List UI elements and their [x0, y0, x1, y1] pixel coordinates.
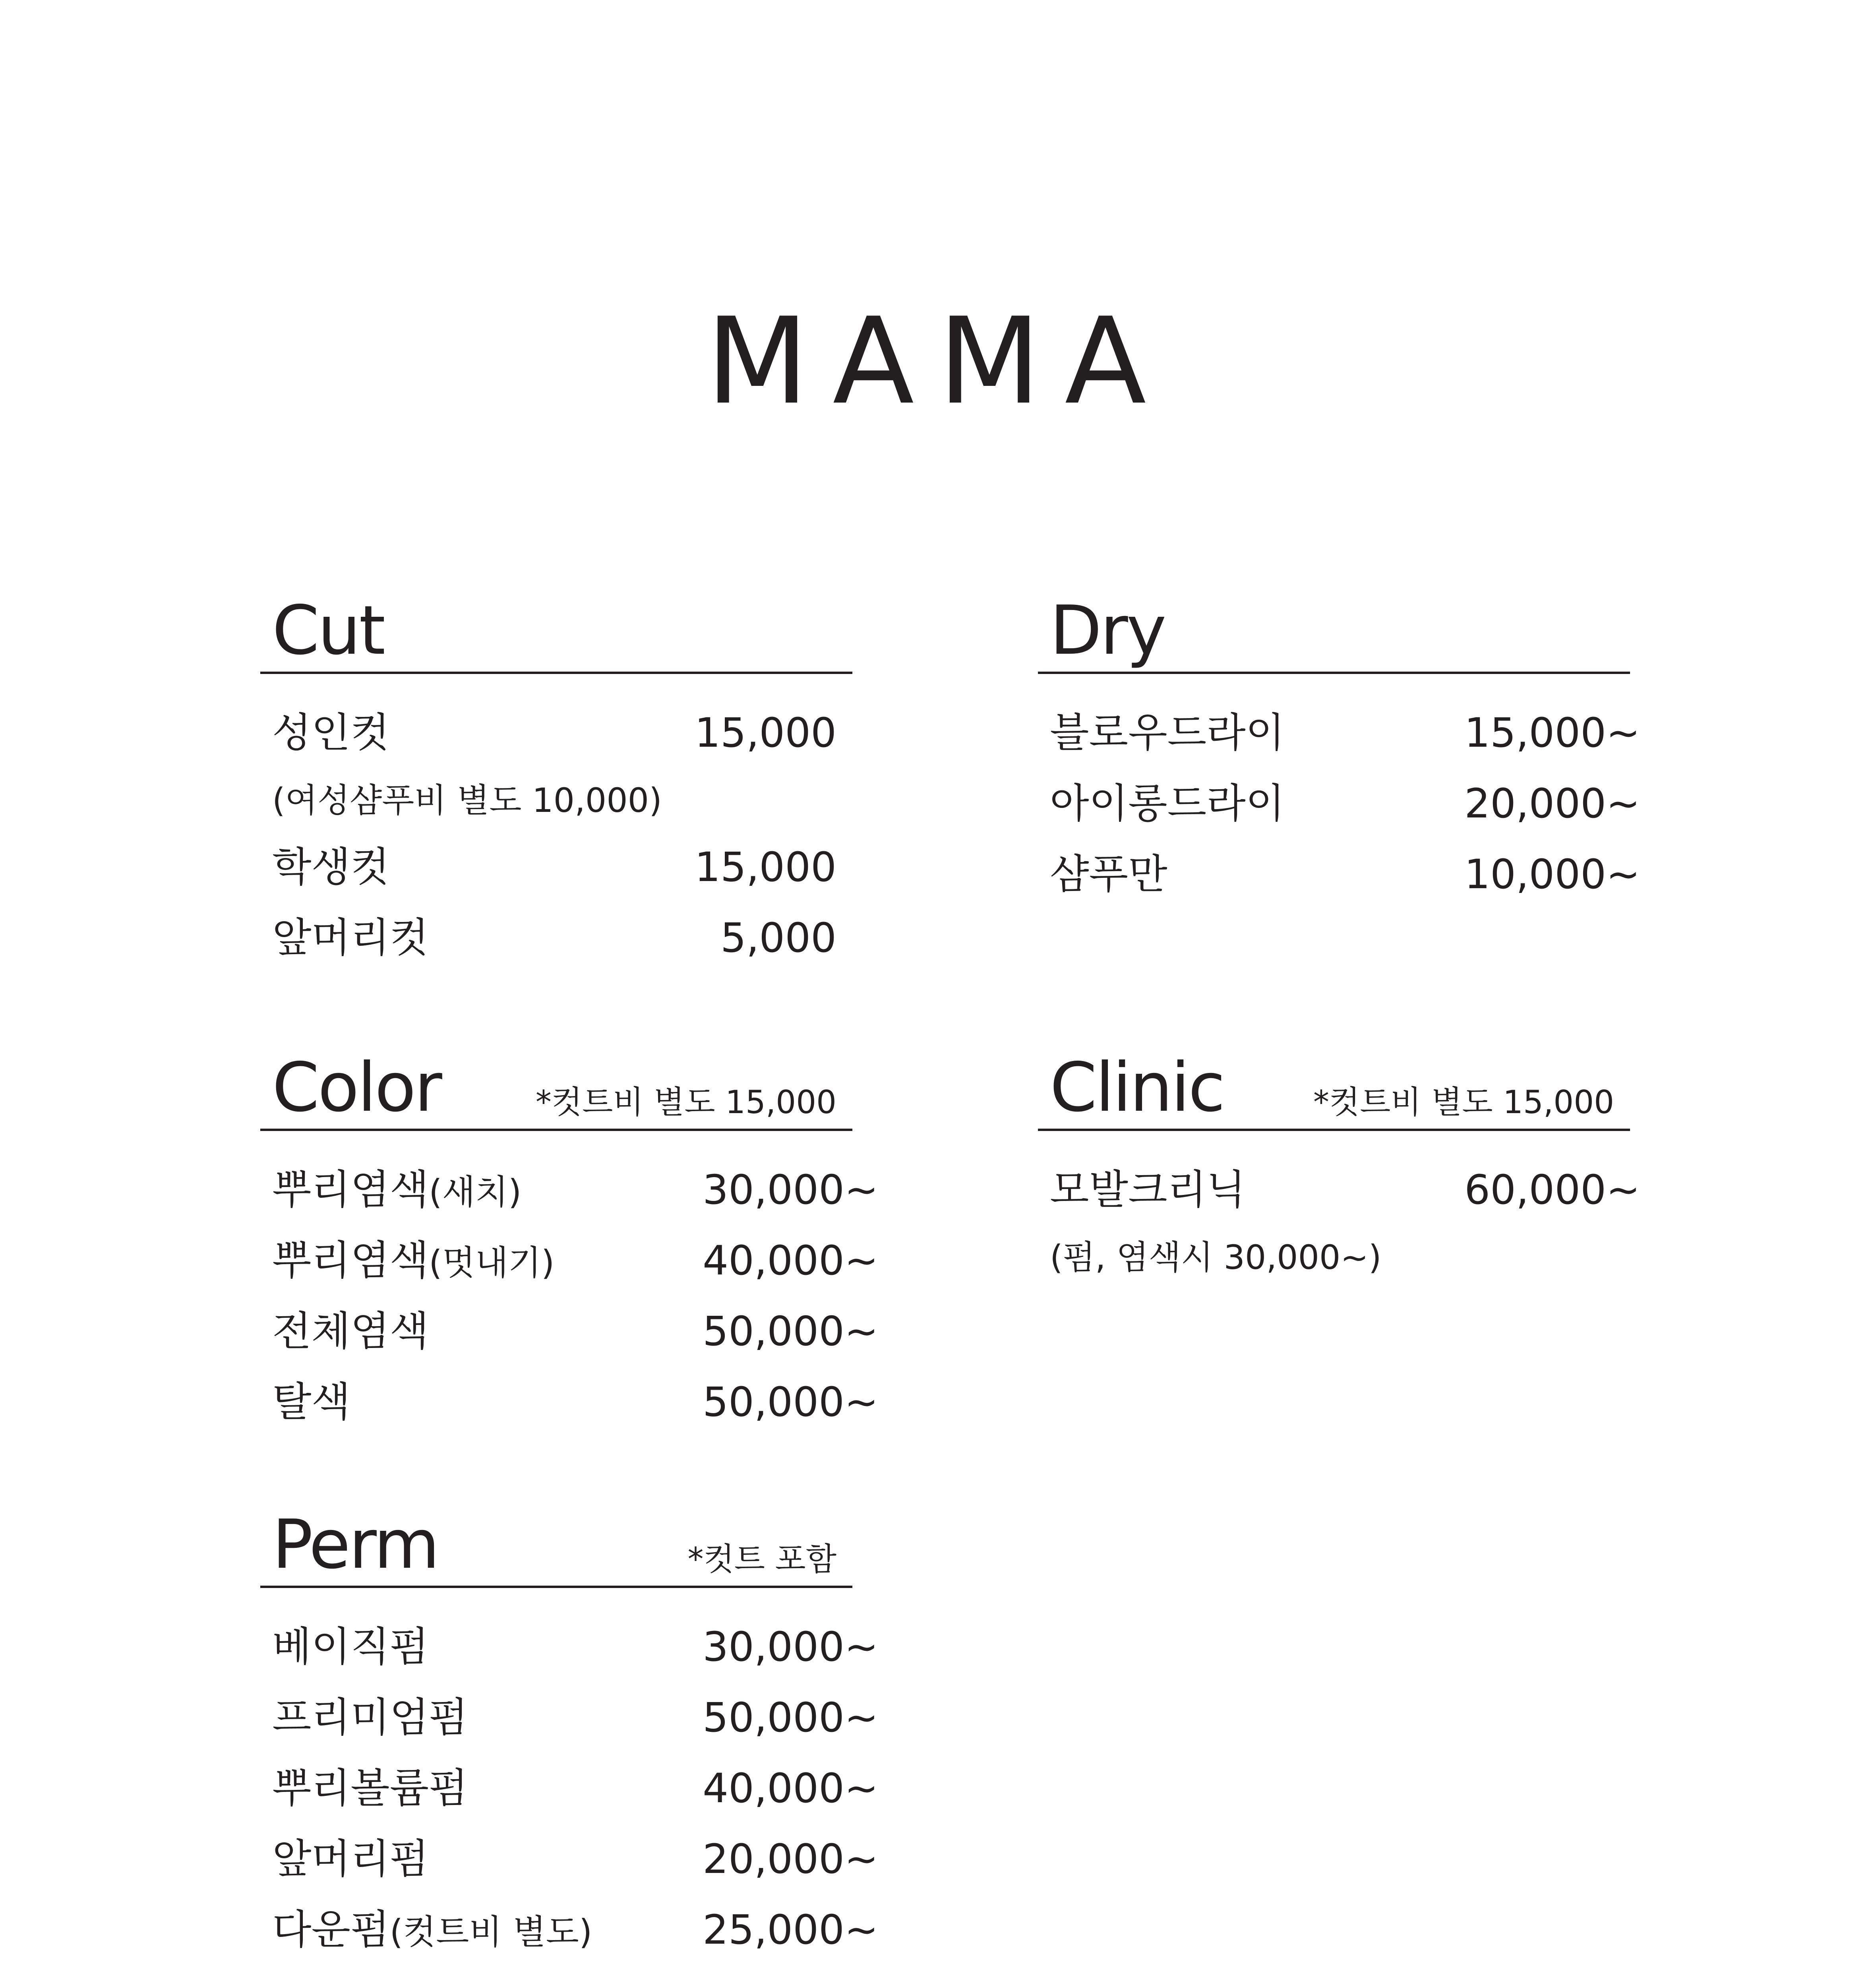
list-item: [260, 1296, 879, 1367]
list-item-note: [1038, 1226, 1630, 1289]
item-note: (펌, 염색시 30,000~): [1050, 1238, 1382, 1277]
clinic-list: [1038, 1155, 1640, 1289]
item-price: 10,000~: [1464, 851, 1640, 898]
color-heading-title: Color: [272, 1048, 441, 1127]
list-item: [1038, 1155, 1640, 1226]
item-price: 20,000~: [703, 1836, 879, 1883]
perm-section: [260, 1505, 879, 1966]
item-price: 50,000~: [703, 1694, 879, 1741]
item-name: 베이직펌: [272, 1623, 429, 1671]
item-price: 40,000~: [703, 1765, 879, 1812]
cut-list: [260, 698, 852, 974]
item-note: (여성샴푸비 별도 10,000): [272, 781, 662, 820]
item-price: 50,000~: [703, 1379, 879, 1426]
cut-heading-title: Cut: [272, 591, 384, 670]
cut-section: [260, 592, 852, 974]
item-name: 샴푸만: [1050, 851, 1167, 898]
clinic-heading-note: *컷트비 별도 15,000: [1313, 1084, 1614, 1121]
color-list: [260, 1155, 879, 1438]
item-name: 아이롱드라이: [1050, 780, 1285, 827]
item-name: 다운펌(컷트비 별도): [272, 1906, 592, 1954]
item-name: 전체염색: [272, 1308, 429, 1355]
item-name: 뿌리볼륨펌: [272, 1765, 468, 1812]
list-item: [260, 1155, 879, 1226]
color-section: [260, 1048, 879, 1438]
color-heading-note: *컷트비 별도 15,000: [535, 1084, 836, 1121]
perm-heading: [260, 1506, 852, 1588]
item-name: 성인컷: [272, 709, 390, 757]
item-price: 20,000~: [1464, 780, 1640, 827]
item-price: 5,000: [720, 914, 836, 962]
dry-list: [1038, 698, 1640, 910]
item-price: 15,000: [695, 709, 836, 757]
item-name: 뿌리염색(멋내기): [272, 1237, 555, 1284]
clinic-section: [1038, 1048, 1640, 1289]
item-name: 모발크리닉: [1050, 1166, 1246, 1214]
color-heading: [260, 1049, 852, 1131]
item-name: 탈색: [272, 1379, 351, 1426]
list-item: [1038, 698, 1640, 769]
item-price: 30,000~: [703, 1623, 879, 1671]
clinic-heading-title: Clinic: [1050, 1048, 1224, 1127]
clinic-heading: [1038, 1049, 1630, 1131]
list-item-note: [260, 769, 852, 832]
item-price: 25,000~: [703, 1906, 879, 1954]
item-price: 40,000~: [703, 1237, 879, 1284]
item-name: 프리미엄펌: [272, 1694, 468, 1741]
item-name: 블로우드라이: [1050, 709, 1285, 757]
item-price: 15,000~: [1464, 709, 1640, 757]
perm-list: [260, 1612, 879, 1966]
list-item: [260, 1367, 879, 1438]
item-name: 뿌리염색(새치): [272, 1166, 522, 1214]
dry-heading-title: Dry: [1050, 591, 1165, 670]
list-item: [1038, 769, 1640, 839]
list-item: [260, 903, 852, 974]
item-price: 30,000~: [703, 1166, 879, 1214]
item-price: 50,000~: [703, 1308, 879, 1355]
list-item: [260, 698, 852, 769]
list-item: [260, 1753, 879, 1824]
list-item: [260, 1226, 879, 1296]
item-price: 60,000~: [1464, 1166, 1640, 1214]
salon-title: MAMA: [706, 292, 1170, 431]
item-name: 학생컷: [272, 844, 390, 891]
dry-section: [1038, 591, 1640, 910]
item-price: 15,000: [695, 844, 836, 891]
perm-heading-title: Perm: [272, 1505, 438, 1584]
list-item: [1038, 839, 1640, 910]
perm-heading-note: *컷트 포함: [687, 1541, 836, 1578]
list-item: [260, 832, 852, 903]
item-name: 앞머리펌: [272, 1836, 429, 1883]
list-item: [260, 1612, 879, 1683]
item-name: 앞머리컷: [272, 914, 429, 962]
list-item: [260, 1895, 879, 1966]
list-item: [260, 1683, 879, 1753]
cut-heading: [260, 592, 852, 674]
dry-heading: [1038, 592, 1630, 674]
list-item: [260, 1824, 879, 1895]
